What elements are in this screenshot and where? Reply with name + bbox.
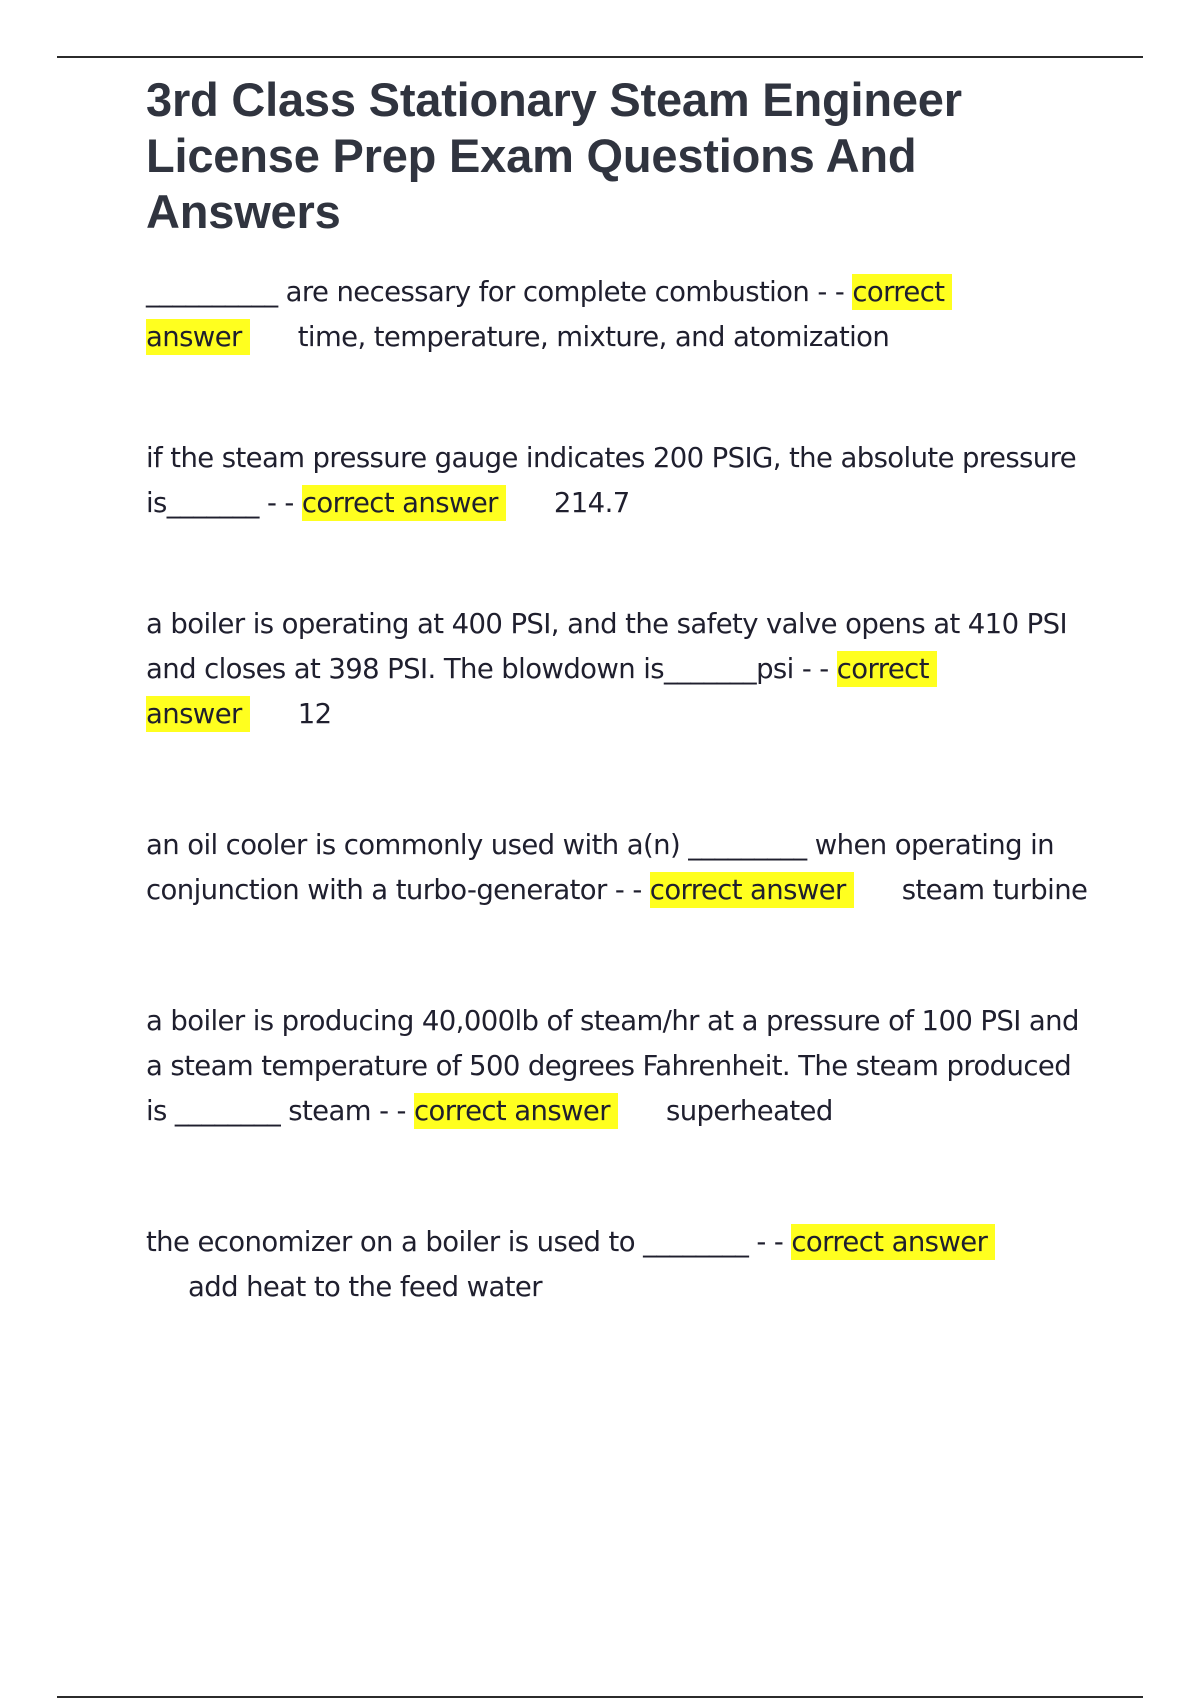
question-text: a boiler is operating at 400 PSI, and the safety valve opens at 410 PSI and closes at 398 PSI. The blowdown is_______psi [146, 608, 1067, 685]
correct-answer-highlight: correct answer [791, 1224, 995, 1260]
separator: - - [748, 1226, 792, 1258]
question-text: a boiler is producing 40,000lb of steam/hr at a pressure of 100 PSI and a steam temperature of 500 degrees Fahrenheit. The steam produced is ________ steam [146, 1005, 1079, 1127]
qa-list [146, 270, 1096, 1310]
correct-answer-highlight: correct answer [302, 485, 506, 521]
qa-item-4 [146, 823, 1096, 913]
document-title: 3rd Class Stationary Steam Engineer License Prep Exam Questions And Answers [146, 73, 962, 238]
separator: - - [258, 487, 302, 519]
page-bottom-rule [57, 1696, 1143, 1698]
document-body [146, 72, 1096, 1310]
separator: - - [370, 1095, 414, 1127]
correct-answer-highlight: answer [146, 319, 250, 355]
separator: - - [793, 653, 837, 685]
answer-text: time, temperature, mixture, and atomization [297, 321, 890, 353]
answer-text: superheated [665, 1095, 833, 1127]
answer-text: 214.7 [553, 487, 630, 519]
answer-text: add heat to the feed water [188, 1271, 542, 1303]
qa-item-2 [146, 436, 1096, 526]
separator: - - [606, 874, 650, 906]
question-text: if the steam pressure gauge indicates 200 PSIG, the absolute pressure is_______ [146, 442, 1077, 519]
question-text: __________ are necessary for complete combustion [146, 276, 810, 308]
correct-answer-highlight: correct answer [650, 872, 854, 908]
answer-text: steam turbine [901, 874, 1088, 906]
qa-item-1 [146, 270, 1096, 360]
page-top-rule [57, 56, 1143, 58]
question-text: an oil cooler is commonly used with a(n) _________ when operating in conjunction with a turbo-generator [146, 829, 1055, 906]
qa-item-3 [146, 602, 1096, 737]
correct-answer-highlight: correct [837, 651, 937, 687]
separator: - - [809, 276, 853, 308]
question-text: the economizer on a boiler is used to ________ [146, 1226, 749, 1258]
correct-answer-highlight: answer [146, 696, 250, 732]
qa-item-5 [146, 999, 1096, 1134]
correct-answer-highlight: correct [852, 274, 952, 310]
qa-item-6 [146, 1220, 1096, 1310]
correct-answer-highlight: correct answer [414, 1093, 618, 1129]
answer-text: 12 [297, 698, 332, 730]
